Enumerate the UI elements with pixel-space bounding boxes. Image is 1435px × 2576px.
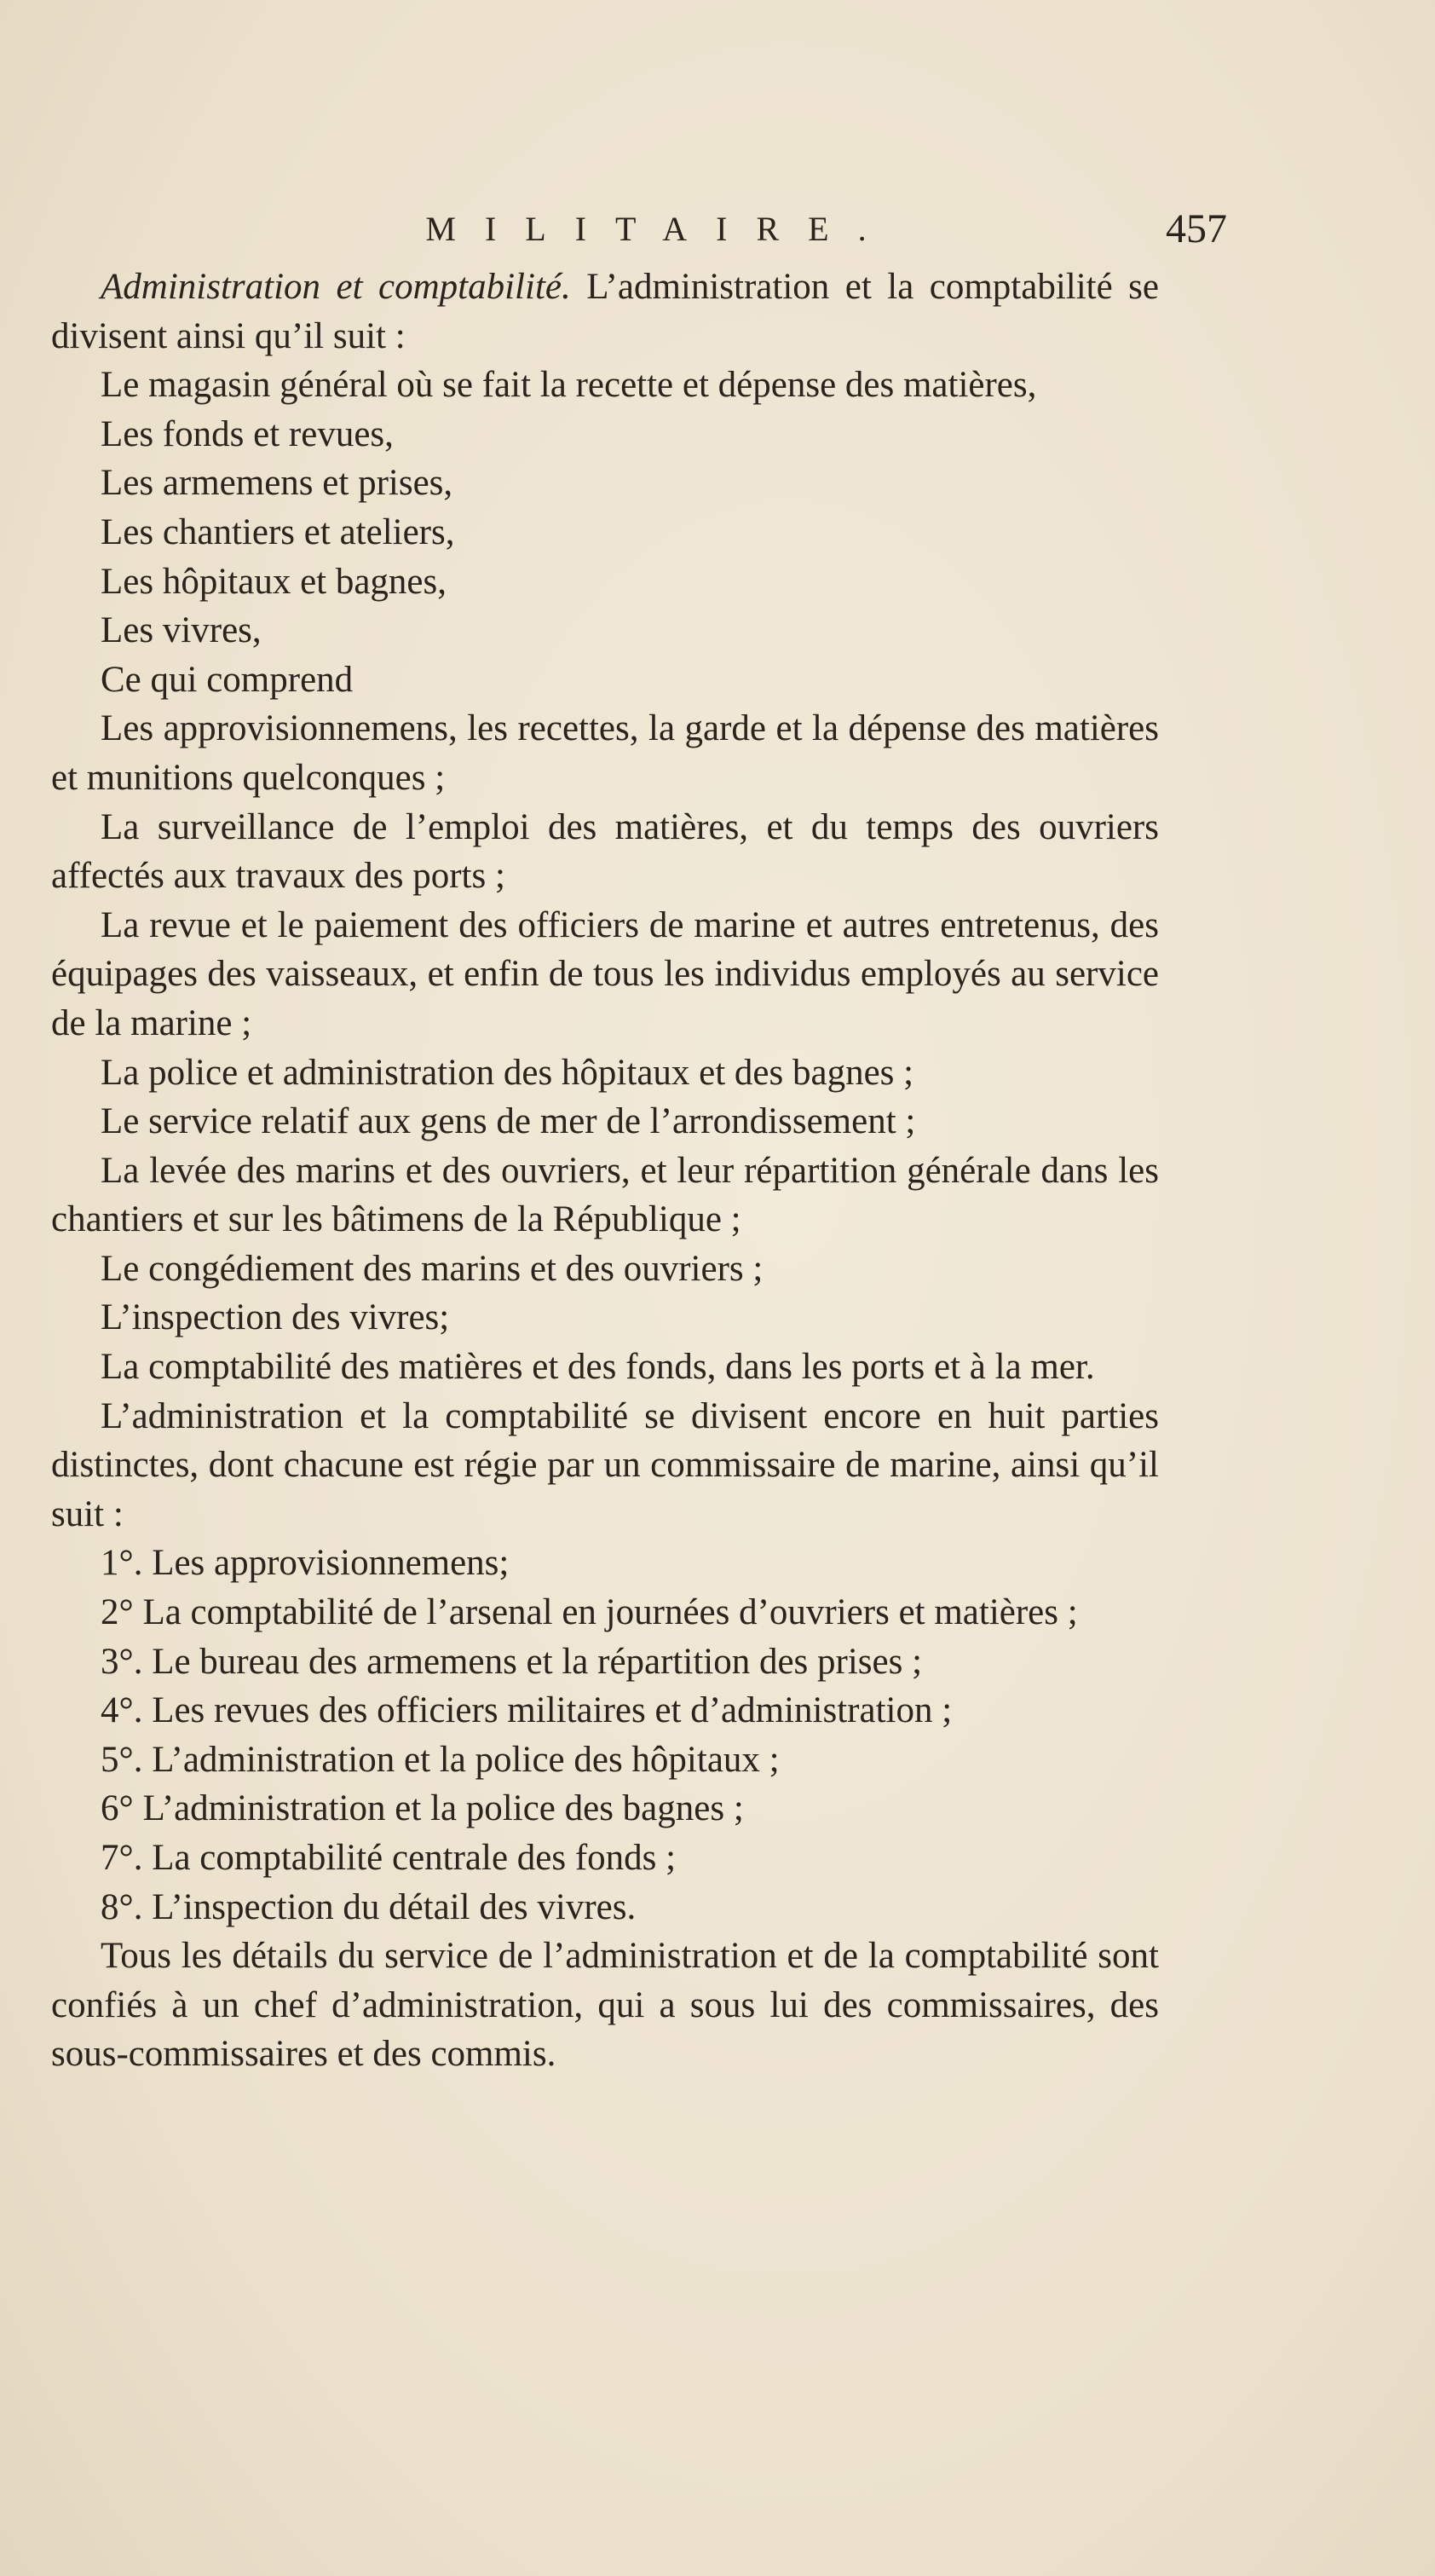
list-item: Les hôpitaux et bagnes,: [101, 561, 447, 602]
numbered-item: 6° L’administration et la police des bagnes ;: [101, 1788, 744, 1829]
numbered-item: 1°. Les approvisionnemens;: [101, 1543, 510, 1584]
numbered-item: 7°. La comptabilité centrale des fonds ;: [101, 1838, 677, 1878]
page-number: 457: [1166, 206, 1227, 251]
list-item: Les fonds et revues,: [101, 413, 394, 454]
paragraph: Les approvisionnemens, les recettes, la garde et la dépense des matières et munitions quelconques ;: [51, 708, 1159, 798]
numbered-item: 8°. L’inspection du détail des vivres.: [101, 1886, 637, 1927]
running-head: MILITAIRE.: [425, 210, 896, 248]
list-item: Les armemens et prises,: [101, 463, 453, 504]
numbered-item: 2° La comptabilité de l’arsenal en journées d’ouvriers et matières ;: [101, 1592, 1078, 1633]
list-item: Les vivres,: [101, 610, 262, 651]
numbered-item: 5°. L’administration et la police des hôpitaux ;: [101, 1739, 780, 1780]
paragraph: Ce qui comprend: [101, 659, 354, 700]
paragraph: Le magasin général où se fait la recette et dépense des matières,: [101, 365, 1037, 406]
paragraph: La levée des marins et des ouvriers, et leur répartition générale dans les chantiers et sur les bâtimens de la République ;: [51, 1150, 1159, 1240]
paragraph: L’inspection des vivres;: [101, 1297, 450, 1338]
paragraph: Tous les détails du service de l’administration et de la comptabilité sont confiés à un chef d’administration, qui a sous lui des commissaires, des sous-commissaires et des commis.: [51, 1936, 1159, 2075]
paragraph: L’administration et la comptabilité se divisent encore en huit parties distinctes, dont chacune est régie par un commissaire de marine, ainsi qu’il suit :: [51, 1395, 1159, 1534]
body-text: [51, 263, 1159, 2079]
paragraph: Le congédiement des marins et des ouvriers ;: [101, 1248, 764, 1289]
paragraph: La comptabilité des matières et des fonds, dans les ports et à la mer.: [101, 1347, 1095, 1388]
paragraph: Le service relatif aux gens de mer de l’arrondissement ;: [101, 1101, 916, 1142]
list-item: Les chantiers et ateliers,: [101, 511, 455, 552]
page-header: [94, 199, 1227, 259]
paragraph: La surveillance de l’emploi des matières, et du temps des ouvriers affectés aux travaux des ports ;: [51, 806, 1159, 897]
paragraph: La police et administration des hôpitaux et des bagnes ;: [101, 1052, 914, 1093]
section-heading: Administration et comptabilité.: [101, 267, 571, 307]
numbered-item: 3°. Le bureau des armemens et la répartition des prises ;: [101, 1641, 923, 1682]
paragraph: La revue et le paiement des officiers de marine et autres entretenus, des équipages des vaisseaux, et enfin de tous les individus employés au service de la marine ;: [51, 904, 1159, 1043]
numbered-item: 4°. Les revues des officiers militaires et d’administration ;: [101, 1690, 953, 1731]
paragraph: Administration et comptabilité. L’administration et la comptabilité se divisent ainsi qu’il suit :: [51, 267, 1160, 356]
